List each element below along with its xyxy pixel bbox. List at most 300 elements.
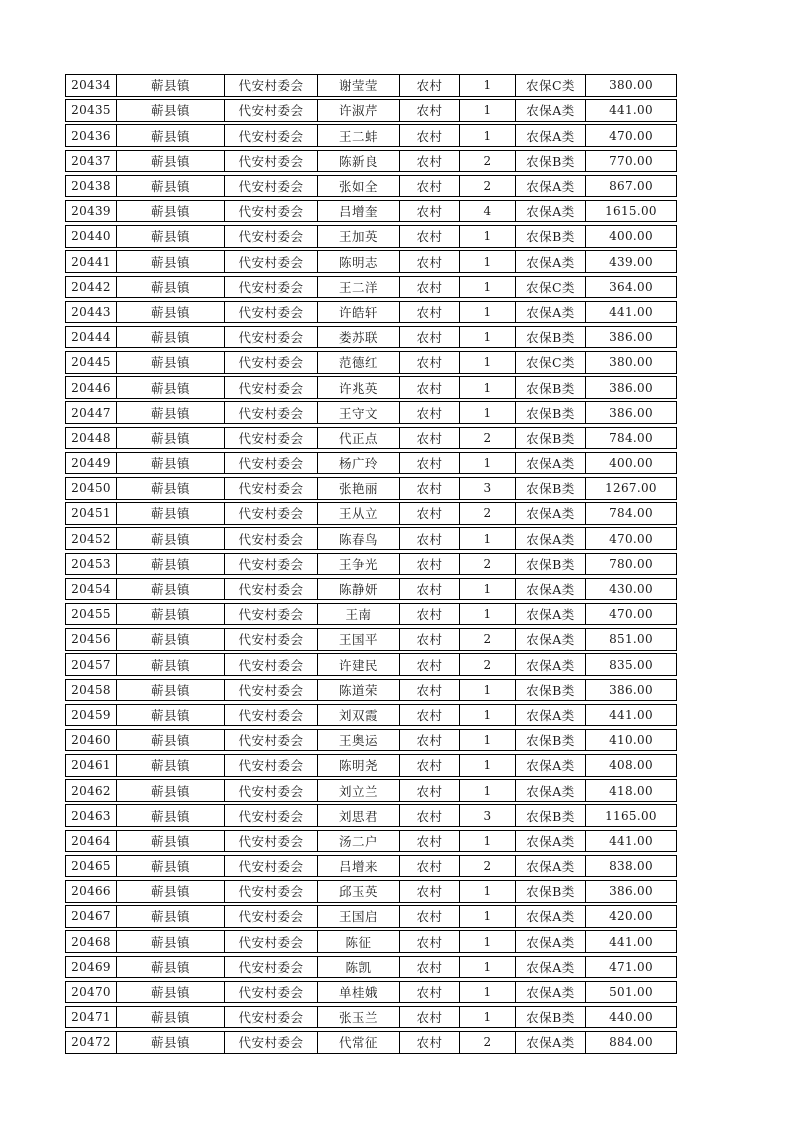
cell-town: 蕲县镇 [117, 327, 225, 348]
cell-person-count: 2 [460, 1032, 516, 1053]
cell-village-committee: 代安村委会 [225, 957, 318, 978]
cell-town: 蕲县镇 [117, 831, 225, 852]
cell-insurance-category: 农保A类 [516, 176, 586, 197]
cell-person-name: 陈静妍 [318, 579, 400, 600]
table-row [65, 754, 677, 777]
cell-serial-number: 20455 [66, 604, 117, 625]
cell-amount: 470.00 [609, 531, 653, 546]
cell-residence-type: 农村 [400, 327, 460, 348]
cell-person-count: 4 [460, 201, 516, 222]
cell-town: 蕲县镇 [117, 201, 225, 222]
cell-person-name: 张玉兰 [318, 1007, 400, 1028]
cell-village-committee: 代安村委会 [225, 151, 318, 172]
cell-residence-type: 农村 [400, 377, 460, 398]
cell-person-name: 杨广玲 [318, 453, 400, 474]
cell-residence-type: 农村 [400, 654, 460, 675]
cell-village-committee: 代安村委会 [225, 503, 318, 524]
cell-insurance-category: 农保A类 [516, 755, 586, 776]
table-row [65, 679, 677, 702]
cell-serial-number: 20452 [66, 528, 117, 549]
cell-serial-number: 20441 [66, 251, 117, 272]
cell-residence-type: 农村 [400, 251, 460, 272]
cell-amount: 470.00 [609, 128, 653, 143]
cell-town: 蕲县镇 [117, 982, 225, 1003]
cell-residence-type: 农村 [400, 881, 460, 902]
cell-serial-number: 20445 [66, 352, 117, 373]
cell-amount: 867.00 [609, 179, 653, 193]
table-row [65, 704, 677, 727]
table-row [65, 930, 677, 953]
cell-residence-type: 农村 [400, 931, 460, 952]
cell-person-count: 1 [460, 528, 516, 549]
table-row [65, 527, 677, 550]
cell-serial-number: 20439 [66, 201, 117, 222]
cell-person-count: 2 [460, 629, 516, 650]
cell-town: 蕲县镇 [117, 478, 225, 499]
cell-amount: 441.00 [609, 103, 653, 118]
cell-person-name: 谢莹莹 [318, 75, 400, 96]
cell-serial-number: 20468 [66, 931, 117, 952]
cell-person-count: 1 [460, 402, 516, 423]
cell-village-committee: 代安村委会 [225, 931, 318, 952]
cell-town: 蕲县镇 [117, 377, 225, 398]
cell-town: 蕲县镇 [117, 906, 225, 927]
table-row [65, 452, 677, 475]
cell-village-committee: 代安村委会 [225, 579, 318, 600]
cell-serial-number: 20447 [66, 402, 117, 423]
cell-town: 蕲县镇 [117, 579, 225, 600]
cell-amount: 400.00 [609, 229, 653, 244]
cell-village-committee: 代安村委会 [225, 478, 318, 499]
cell-person-count: 1 [460, 931, 516, 952]
cell-person-name: 王加英 [318, 226, 400, 247]
cell-person-count: 1 [460, 277, 516, 298]
table-row [65, 99, 677, 122]
cell-town: 蕲县镇 [117, 251, 225, 272]
cell-person-count: 1 [460, 377, 516, 398]
cell-serial-number: 20462 [66, 780, 117, 801]
cell-town: 蕲县镇 [117, 931, 225, 952]
cell-insurance-category: 农保A类 [516, 906, 586, 927]
cell-serial-number: 20464 [66, 831, 117, 852]
table-row [65, 326, 677, 349]
cell-residence-type: 农村 [400, 125, 460, 146]
cell-amount: 364.00 [609, 279, 653, 294]
cell-village-committee: 代安村委会 [225, 654, 318, 675]
cell-town: 蕲县镇 [117, 277, 225, 298]
cell-person-count: 3 [460, 805, 516, 826]
cell-village-committee: 代安村委会 [225, 100, 318, 121]
cell-person-count: 2 [460, 151, 516, 172]
cell-serial-number: 20434 [66, 75, 117, 96]
cell-village-committee: 代安村委会 [225, 705, 318, 726]
cell-town: 蕲县镇 [117, 75, 225, 96]
cell-person-name: 陈征 [318, 931, 400, 952]
cell-amount: 835.00 [609, 657, 653, 672]
cell-residence-type: 农村 [400, 906, 460, 927]
cell-amount: 1165.00 [605, 808, 657, 823]
cell-residence-type: 农村 [400, 176, 460, 197]
cell-insurance-category: 农保A类 [516, 528, 586, 549]
cell-amount: 440.00 [609, 1010, 653, 1025]
cell-serial-number: 20436 [66, 125, 117, 146]
cell-person-count: 2 [460, 428, 516, 449]
cell-person-name: 王二蚌 [318, 125, 400, 146]
cell-insurance-category: 农保B类 [516, 680, 586, 701]
table-row [65, 628, 677, 651]
cell-insurance-category: 农保B类 [516, 402, 586, 423]
cell-amount: 884.00 [609, 1035, 653, 1050]
cell-village-committee: 代安村委会 [225, 352, 318, 373]
table-row [65, 956, 677, 979]
cell-residence-type: 农村 [400, 680, 460, 701]
cell-person-count: 1 [460, 302, 516, 323]
table-row [65, 427, 677, 450]
cell-insurance-category: 农保A类 [516, 982, 586, 1003]
cell-residence-type: 农村 [400, 226, 460, 247]
table-row [65, 74, 677, 97]
cell-serial-number: 20450 [66, 478, 117, 499]
cell-serial-number: 20448 [66, 428, 117, 449]
cell-serial-number: 20466 [66, 881, 117, 902]
cell-person-name: 汤二户 [318, 831, 400, 852]
cell-amount: 770.00 [609, 153, 653, 168]
cell-insurance-category: 农保C类 [516, 75, 586, 96]
cell-person-name: 刘双霞 [318, 705, 400, 726]
cell-person-name: 陈明志 [318, 251, 400, 272]
cell-person-count: 1 [460, 957, 516, 978]
cell-person-name: 王南 [318, 604, 400, 625]
cell-insurance-category: 农保A类 [516, 251, 586, 272]
cell-person-name: 吕增来 [318, 856, 400, 877]
cell-town: 蕲县镇 [117, 680, 225, 701]
cell-person-name: 许兆英 [318, 377, 400, 398]
cell-serial-number: 20454 [66, 579, 117, 600]
cell-residence-type: 农村 [400, 957, 460, 978]
cell-person-name: 王国启 [318, 906, 400, 927]
cell-amount: 386.00 [609, 405, 653, 420]
cell-insurance-category: 农保B类 [516, 377, 586, 398]
cell-person-count: 1 [460, 906, 516, 927]
payment-table [65, 74, 677, 1056]
cell-serial-number: 20472 [66, 1032, 117, 1053]
table-row [65, 225, 677, 248]
cell-person-count: 1 [460, 75, 516, 96]
cell-person-name: 王争光 [318, 554, 400, 575]
cell-amount: 410.00 [609, 733, 653, 748]
cell-amount: 386.00 [609, 682, 653, 697]
cell-person-count: 1 [460, 780, 516, 801]
cell-amount: 386.00 [609, 380, 653, 395]
cell-village-committee: 代安村委会 [225, 327, 318, 348]
cell-residence-type: 农村 [400, 528, 460, 549]
cell-village-committee: 代安村委会 [225, 730, 318, 751]
cell-person-count: 1 [460, 881, 516, 902]
cell-serial-number: 20469 [66, 957, 117, 978]
cell-residence-type: 农村 [400, 478, 460, 499]
cell-amount: 470.00 [609, 607, 653, 622]
table-row [65, 779, 677, 802]
cell-amount: 441.00 [609, 833, 653, 848]
cell-village-committee: 代安村委会 [225, 302, 318, 323]
table-row [65, 250, 677, 273]
cell-person-count: 1 [460, 327, 516, 348]
cell-village-committee: 代安村委会 [225, 906, 318, 927]
cell-person-count: 2 [460, 554, 516, 575]
cell-town: 蕲县镇 [117, 554, 225, 575]
cell-serial-number: 20451 [66, 503, 117, 524]
cell-amount: 380.00 [609, 78, 653, 93]
cell-residence-type: 农村 [400, 352, 460, 373]
cell-residence-type: 农村 [400, 982, 460, 1003]
cell-village-committee: 代安村委会 [225, 176, 318, 197]
cell-village-committee: 代安村委会 [225, 805, 318, 826]
cell-residence-type: 农村 [400, 75, 460, 96]
cell-town: 蕲县镇 [117, 100, 225, 121]
cell-person-name: 代常征 [318, 1032, 400, 1053]
cell-town: 蕲县镇 [117, 151, 225, 172]
cell-serial-number: 20444 [66, 327, 117, 348]
cell-insurance-category: 农保A类 [516, 201, 586, 222]
cell-insurance-category: 农保A类 [516, 780, 586, 801]
cell-residence-type: 农村 [400, 730, 460, 751]
table-row [65, 376, 677, 399]
cell-amount: 418.00 [609, 783, 653, 798]
table-row [65, 477, 677, 500]
cell-insurance-category: 农保A类 [516, 957, 586, 978]
cell-person-count: 1 [460, 125, 516, 146]
cell-town: 蕲县镇 [117, 1032, 225, 1053]
cell-person-name: 王二洋 [318, 277, 400, 298]
cell-person-count: 1 [460, 831, 516, 852]
cell-town: 蕲县镇 [117, 755, 225, 776]
cell-insurance-category: 农保B类 [516, 428, 586, 449]
cell-village-committee: 代安村委会 [225, 881, 318, 902]
cell-residence-type: 农村 [400, 302, 460, 323]
cell-person-count: 1 [460, 226, 516, 247]
table-row [65, 603, 677, 626]
cell-town: 蕲县镇 [117, 176, 225, 197]
cell-village-committee: 代安村委会 [225, 125, 318, 146]
cell-insurance-category: 农保C类 [516, 277, 586, 298]
cell-person-name: 娄苏联 [318, 327, 400, 348]
cell-town: 蕲县镇 [117, 226, 225, 247]
cell-town: 蕲县镇 [117, 705, 225, 726]
cell-village-committee: 代安村委会 [225, 453, 318, 474]
cell-residence-type: 农村 [400, 856, 460, 877]
cell-serial-number: 20453 [66, 554, 117, 575]
cell-person-name: 许建民 [318, 654, 400, 675]
cell-residence-type: 农村 [400, 277, 460, 298]
table-row [65, 1031, 677, 1054]
cell-person-name: 陈新良 [318, 151, 400, 172]
cell-insurance-category: 农保A类 [516, 831, 586, 852]
cell-village-committee: 代安村委会 [225, 277, 318, 298]
cell-village-committee: 代安村委会 [225, 428, 318, 449]
cell-serial-number: 20437 [66, 151, 117, 172]
cell-amount: 420.00 [609, 909, 653, 924]
cell-amount: 1615.00 [605, 204, 657, 219]
cell-person-count: 3 [460, 478, 516, 499]
cell-insurance-category: 农保A类 [516, 302, 586, 323]
cell-town: 蕲县镇 [117, 528, 225, 549]
cell-person-name: 张艳丽 [318, 478, 400, 499]
cell-residence-type: 农村 [400, 1007, 460, 1028]
cell-residence-type: 农村 [400, 604, 460, 625]
cell-amount: 838.00 [609, 859, 653, 874]
cell-amount: 441.00 [609, 934, 653, 949]
cell-insurance-category: 农保B类 [516, 805, 586, 826]
cell-serial-number: 20470 [66, 982, 117, 1003]
table-row [65, 855, 677, 878]
cell-serial-number: 20458 [66, 680, 117, 701]
table-row [65, 401, 677, 424]
cell-insurance-category: 农保A类 [516, 503, 586, 524]
cell-person-name: 王从立 [318, 503, 400, 524]
cell-person-name: 陈凯 [318, 957, 400, 978]
cell-residence-type: 农村 [400, 453, 460, 474]
cell-town: 蕲县镇 [117, 604, 225, 625]
table-row [65, 502, 677, 525]
cell-amount: 780.00 [609, 556, 653, 571]
cell-serial-number: 20443 [66, 302, 117, 323]
cell-residence-type: 农村 [400, 100, 460, 121]
cell-person-name: 王奥运 [318, 730, 400, 751]
cell-residence-type: 农村 [400, 503, 460, 524]
cell-town: 蕲县镇 [117, 730, 225, 751]
cell-residence-type: 农村 [400, 579, 460, 600]
cell-insurance-category: 农保A类 [516, 1032, 586, 1053]
cell-insurance-category: 农保A类 [516, 100, 586, 121]
cell-insurance-category: 农保B类 [516, 478, 586, 499]
cell-person-name: 邱玉英 [318, 881, 400, 902]
cell-person-name: 王国平 [318, 629, 400, 650]
cell-insurance-category: 农保A类 [516, 453, 586, 474]
cell-person-count: 1 [460, 604, 516, 625]
cell-town: 蕲县镇 [117, 453, 225, 474]
table-row [65, 150, 677, 173]
cell-serial-number: 20442 [66, 277, 117, 298]
cell-residence-type: 农村 [400, 755, 460, 776]
cell-person-count: 1 [460, 251, 516, 272]
cell-serial-number: 20435 [66, 100, 117, 121]
cell-person-name: 吕增奎 [318, 201, 400, 222]
cell-insurance-category: 农保A类 [516, 629, 586, 650]
cell-village-committee: 代安村委会 [225, 629, 318, 650]
cell-person-count: 2 [460, 654, 516, 675]
table-row [65, 175, 677, 198]
table-row [65, 729, 677, 752]
cell-village-committee: 代安村委会 [225, 251, 318, 272]
cell-amount: 400.00 [609, 456, 653, 471]
cell-serial-number: 20460 [66, 730, 117, 751]
cell-person-count: 2 [460, 503, 516, 524]
cell-person-name: 陈明尧 [318, 755, 400, 776]
cell-residence-type: 农村 [400, 1032, 460, 1053]
cell-insurance-category: 农保A类 [516, 856, 586, 877]
cell-serial-number: 20456 [66, 629, 117, 650]
cell-serial-number: 20471 [66, 1007, 117, 1028]
table-row [65, 124, 677, 147]
cell-residence-type: 农村 [400, 201, 460, 222]
cell-person-count: 2 [460, 176, 516, 197]
cell-village-committee: 代安村委会 [225, 680, 318, 701]
cell-insurance-category: 农保B类 [516, 881, 586, 902]
cell-insurance-category: 农保C类 [516, 352, 586, 373]
cell-residence-type: 农村 [400, 780, 460, 801]
cell-serial-number: 20459 [66, 705, 117, 726]
cell-village-committee: 代安村委会 [225, 604, 318, 625]
table-row [65, 653, 677, 676]
table-row [65, 200, 677, 223]
table-row [65, 981, 677, 1004]
cell-village-committee: 代安村委会 [225, 780, 318, 801]
cell-amount: 386.00 [609, 884, 653, 899]
cell-town: 蕲县镇 [117, 428, 225, 449]
cell-person-name: 陈道荣 [318, 680, 400, 701]
cell-serial-number: 20446 [66, 377, 117, 398]
cell-insurance-category: 农保A类 [516, 705, 586, 726]
cell-village-committee: 代安村委会 [225, 75, 318, 96]
cell-person-name: 单桂娥 [318, 982, 400, 1003]
cell-town: 蕲县镇 [117, 780, 225, 801]
cell-insurance-category: 农保B类 [516, 554, 586, 575]
cell-amount: 851.00 [609, 632, 653, 647]
cell-amount: 430.00 [609, 582, 653, 596]
cell-village-committee: 代安村委会 [225, 1007, 318, 1028]
cell-amount: 784.00 [609, 506, 653, 521]
cell-town: 蕲县镇 [117, 302, 225, 323]
cell-town: 蕲县镇 [117, 1007, 225, 1028]
cell-person-name: 王守文 [318, 402, 400, 423]
cell-village-committee: 代安村委会 [225, 402, 318, 423]
cell-person-count: 1 [460, 352, 516, 373]
cell-village-committee: 代安村委会 [225, 377, 318, 398]
cell-insurance-category: 农保B类 [516, 226, 586, 247]
cell-person-name: 许淑芹 [318, 100, 400, 121]
cell-person-name: 许皓轩 [318, 302, 400, 323]
cell-residence-type: 农村 [400, 151, 460, 172]
cell-town: 蕲县镇 [117, 805, 225, 826]
cell-amount: 501.00 [609, 985, 653, 999]
cell-residence-type: 农村 [400, 554, 460, 575]
cell-person-name: 张如全 [318, 176, 400, 197]
cell-village-committee: 代安村委会 [225, 856, 318, 877]
cell-residence-type: 农村 [400, 428, 460, 449]
cell-amount: 471.00 [609, 959, 653, 974]
cell-person-count: 1 [460, 1007, 516, 1028]
cell-town: 蕲县镇 [117, 881, 225, 902]
cell-town: 蕲县镇 [117, 503, 225, 524]
cell-residence-type: 农村 [400, 402, 460, 423]
table-row [65, 553, 677, 576]
cell-serial-number: 20449 [66, 453, 117, 474]
cell-person-name: 刘思君 [318, 805, 400, 826]
cell-amount: 386.00 [609, 330, 653, 345]
cell-insurance-category: 农保A类 [516, 654, 586, 675]
cell-person-count: 1 [460, 100, 516, 121]
cell-serial-number: 20461 [66, 755, 117, 776]
cell-insurance-category: 农保B类 [516, 151, 586, 172]
cell-serial-number: 20465 [66, 856, 117, 877]
cell-town: 蕲县镇 [117, 957, 225, 978]
cell-residence-type: 农村 [400, 705, 460, 726]
cell-village-committee: 代安村委会 [225, 201, 318, 222]
cell-amount: 380.00 [609, 355, 653, 370]
cell-person-count: 1 [460, 730, 516, 751]
cell-person-count: 1 [460, 755, 516, 776]
cell-person-count: 1 [460, 579, 516, 600]
